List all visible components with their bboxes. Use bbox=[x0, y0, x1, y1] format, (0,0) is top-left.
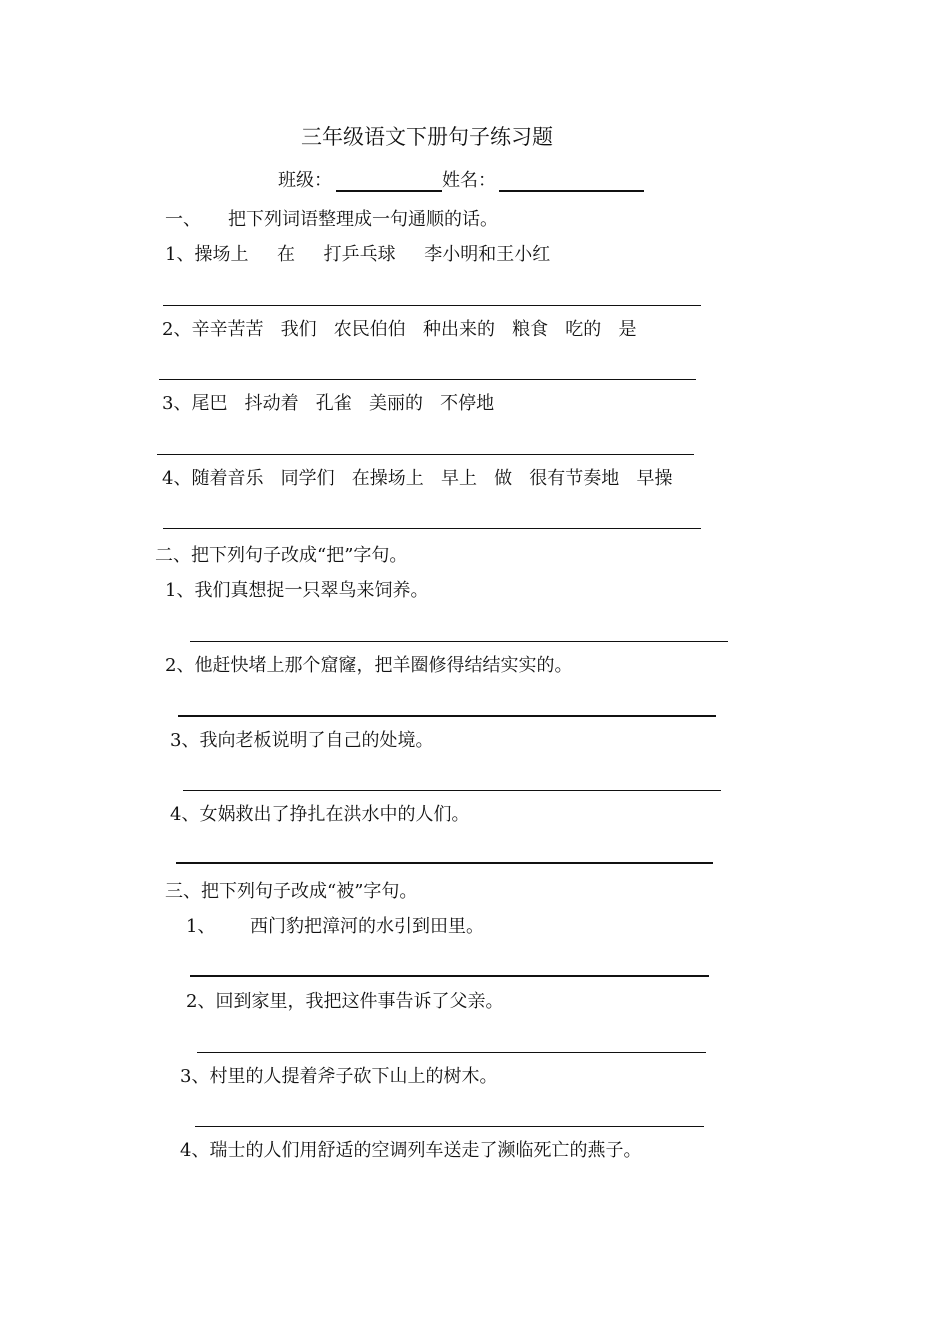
section1-number: 一、 bbox=[165, 209, 201, 230]
section3-item-4: 4、瑞士的人们用舒适的空调列车送走了濒临死亡的燕子。 bbox=[180, 1140, 642, 1161]
section2-item-1: 1、我们真想捉一只翠鸟来饲养。 bbox=[165, 580, 429, 601]
section2-answer-line-1[interactable] bbox=[190, 641, 728, 642]
section3-answer-line-2[interactable] bbox=[197, 1052, 706, 1053]
section3-item-1-number: 1、 bbox=[186, 916, 216, 937]
section2-heading: 二、把下列句子改成“把”字句。 bbox=[155, 545, 408, 566]
section2-item-3: 3、我向老板说明了自己的处境。 bbox=[170, 730, 434, 751]
name-label: 姓名： bbox=[442, 170, 496, 191]
section3-heading: 三、把下列句子改成“被”字句。 bbox=[165, 881, 418, 902]
class-answer-line[interactable] bbox=[336, 190, 442, 192]
section3-answer-line-1[interactable] bbox=[190, 975, 709, 977]
page-title: 三年级语文下册句子练习题 bbox=[301, 125, 553, 149]
section3-item-2: 2、回到家里，我把这件事告诉了父亲。 bbox=[186, 991, 504, 1012]
section1-item-3: 3、尾巴 抖动着 孔雀 美丽的 不停地 bbox=[162, 393, 495, 414]
section2-item-2: 2、他赶快堵上那个窟窿，把羊圈修得结结实实的。 bbox=[165, 655, 573, 676]
name-answer-line[interactable] bbox=[499, 190, 644, 192]
class-label: 班级： bbox=[278, 170, 332, 191]
section1-answer-line-1[interactable] bbox=[163, 305, 701, 306]
section1-answer-line-2[interactable] bbox=[159, 379, 696, 380]
section1-answer-line-3[interactable] bbox=[157, 454, 694, 455]
section2-answer-line-2[interactable] bbox=[178, 715, 716, 717]
section1-heading: 把下列词语整理成一句通顺的话。 bbox=[228, 209, 498, 230]
section3-item-1: 西门豹把漳河的水引到田里。 bbox=[250, 916, 484, 937]
section2-answer-line-4[interactable] bbox=[176, 862, 713, 864]
section1-answer-line-4[interactable] bbox=[163, 528, 701, 529]
section1-item-4: 4、随着音乐 同学们 在操场上 早上 做 很有节奏地 早操 bbox=[162, 468, 673, 489]
section3-item-3: 3、村里的人提着斧子砍下山上的树木。 bbox=[180, 1066, 498, 1087]
section2-item-4: 4、女娲救出了挣扎在洪水中的人们。 bbox=[170, 804, 470, 825]
section1-item-2: 2、辛辛苦苦 我们 农民伯伯 种出来的 粮食 吃的 是 bbox=[162, 319, 637, 340]
section3-answer-line-3[interactable] bbox=[195, 1126, 704, 1127]
section1-item-1: 1、操场上 在 打乒乓球 李小明和王小红 bbox=[165, 244, 551, 265]
section2-answer-line-3[interactable] bbox=[183, 790, 721, 791]
